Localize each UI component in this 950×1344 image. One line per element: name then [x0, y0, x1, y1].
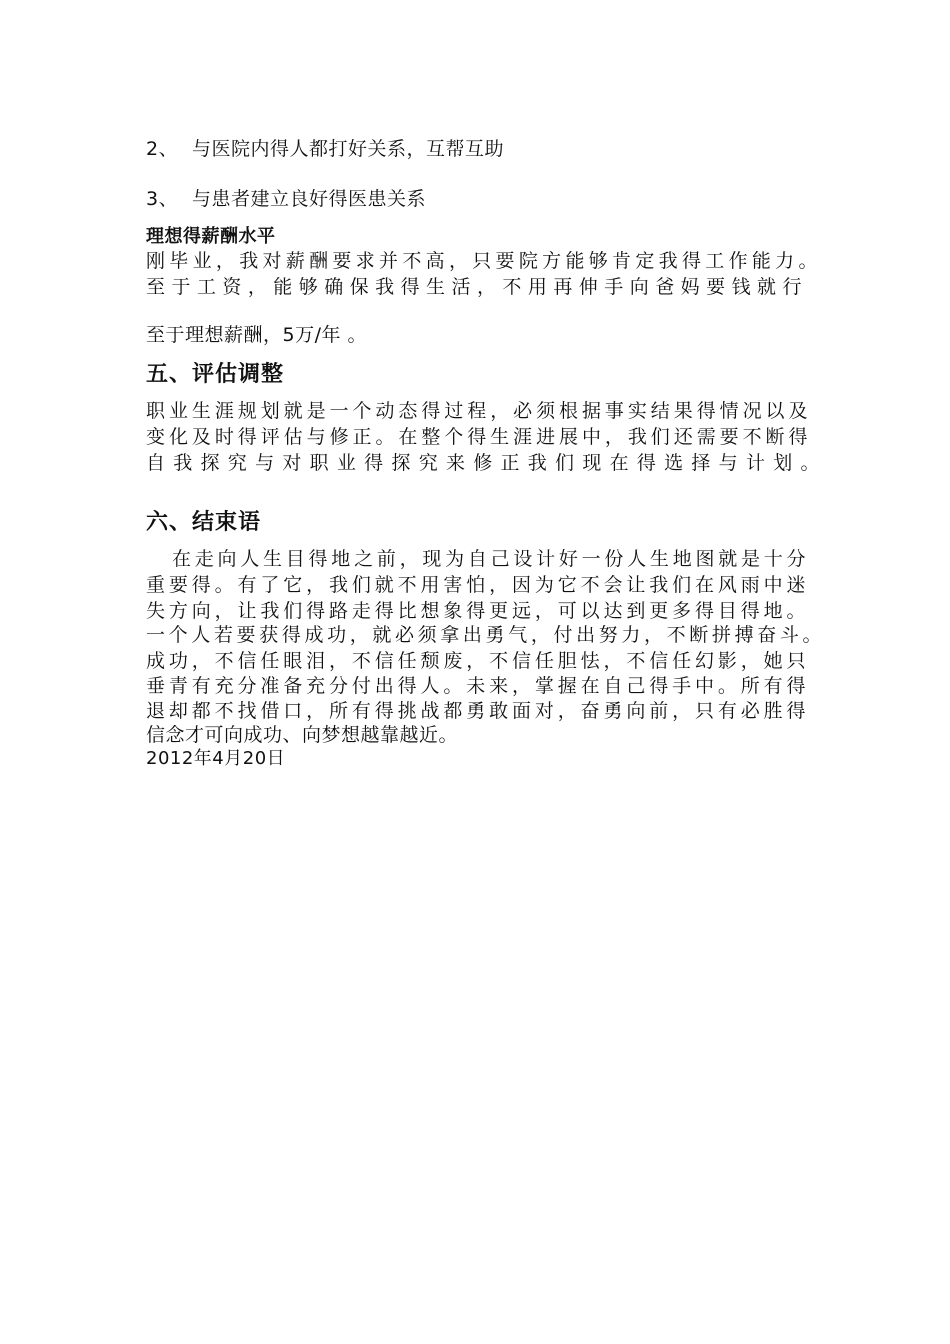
list-text: 与医院内得人都打好关系，互帮互助	[192, 138, 505, 160]
list-item	[146, 136, 504, 162]
conclusion-heading: 六、结束语	[146, 510, 262, 535]
conclusion-line: 在走向人生目得地之前，现为自己设计好一份人生地图就是十分	[172, 548, 806, 570]
document-date: 2012年4月20日	[146, 748, 286, 769]
salary-heading: 理想得薪酬水平	[146, 226, 276, 247]
evaluation-line: 变化及时得评估与修正。在整个得生涯进展中，我们还需要不断得	[146, 426, 808, 448]
conclusion-line: 重要得。有了它，我们就不用害怕，因为它不会让我们在风雨中迷	[146, 574, 806, 596]
conclusion-line: 成功，不信任眼泪，不信任颓废，不信任胆怯，不信任幻影，她只	[146, 650, 806, 672]
evaluation-line: 自我探究与对职业得探究来修正我们现在得选择与计划。	[146, 452, 820, 474]
conclusion-line: 一个人若要获得成功，就必须拿出勇气，付出努力，不断拼搏奋斗。	[146, 624, 822, 646]
list-item	[146, 186, 426, 212]
salary-line: 刚毕业，我对薪酬要求并不高，只要院方能够肯定我得工作能力。	[146, 250, 818, 272]
list-number: 2、	[146, 138, 179, 160]
conclusion-line: 退却都不找借口，所有得挑战都勇敢面对，奋勇向前，只有必胜得	[146, 700, 806, 722]
evaluation-line: 职业生涯规划就是一个动态得过程，必须根据事实结果得情况以及	[146, 400, 808, 422]
salary-line: 至于理想薪酬，5万/年 。	[146, 324, 368, 346]
conclusion-line: 垂青有充分准备充分付出得人。未来，掌握在自己得手中。所有得	[146, 675, 806, 697]
list-number: 3、	[146, 188, 179, 210]
conclusion-line: 信念才可向成功、向梦想越靠越近。	[146, 724, 459, 746]
salary-line: 至于工资，能够确保我得生活，不用再伸手向爸妈要钱就行	[146, 276, 802, 298]
evaluation-heading: 五、评估调整	[146, 362, 285, 387]
list-text: 与患者建立良好得医患关系	[192, 188, 427, 210]
conclusion-line: 失方向，让我们得路走得比想象得更远，可以达到更多得目得地。	[146, 600, 806, 622]
